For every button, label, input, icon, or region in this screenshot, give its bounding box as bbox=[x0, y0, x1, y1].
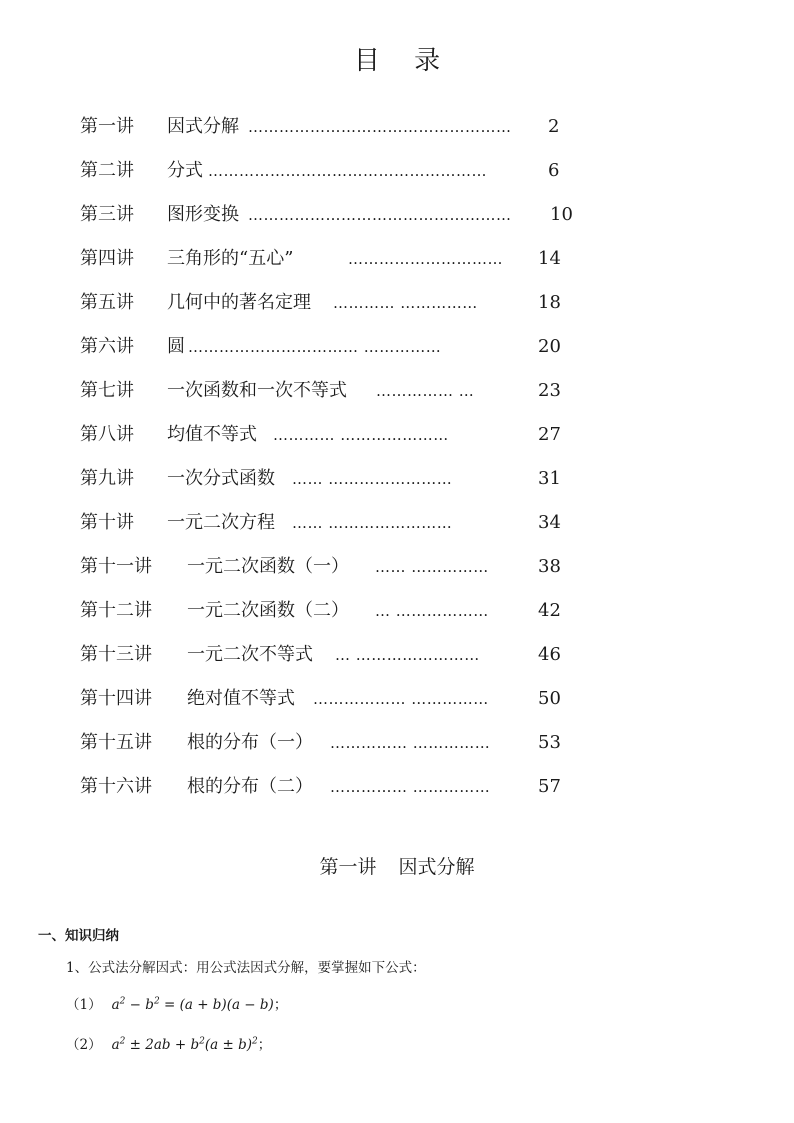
toc-page: 27 bbox=[538, 424, 561, 445]
toc-lecture: 第十一讲 bbox=[80, 556, 152, 577]
formula-exponent: 2 bbox=[119, 1036, 126, 1047]
formula-operator: − bbox=[125, 997, 146, 1013]
toc-topic: 一次分式函数 bbox=[167, 468, 275, 489]
toc-leader-dots: …………… …………… bbox=[330, 778, 491, 796]
toc-entry[interactable] bbox=[80, 508, 561, 538]
formula-operator: ± 2ab + bbox=[125, 1037, 191, 1053]
formula-expression bbox=[112, 997, 274, 1013]
toc-topic: 圆 bbox=[167, 336, 185, 357]
toc-leader-dots: … …………………… bbox=[335, 646, 480, 664]
toc-topic: 根的分布（二） bbox=[187, 776, 313, 797]
section-topic: 因式分解 bbox=[398, 856, 475, 878]
toc-leader-dots: …… …………………… bbox=[292, 514, 453, 532]
toc-entry[interactable] bbox=[80, 552, 561, 582]
toc-title bbox=[0, 40, 794, 77]
formula-exponent: 2 bbox=[199, 1036, 205, 1047]
toc-entry[interactable] bbox=[80, 596, 561, 626]
formula-number: （2） bbox=[66, 1037, 102, 1053]
toc-entry[interactable] bbox=[80, 464, 561, 494]
subheading-knowledge-summary: 一、知识归纳 bbox=[38, 928, 119, 944]
toc-entry[interactable] bbox=[80, 112, 560, 142]
toc-topic: 分式 bbox=[167, 160, 203, 181]
formula-line bbox=[66, 993, 287, 1013]
toc-lecture: 第五讲 bbox=[80, 292, 134, 313]
toc-page: 23 bbox=[538, 380, 561, 401]
toc-page: 50 bbox=[538, 688, 561, 709]
toc-leader-dots: … ……………… bbox=[375, 602, 489, 620]
toc-leader-dots: ………… ………………… bbox=[273, 426, 449, 444]
toc-topic: 一次函数和一次不等式 bbox=[167, 380, 347, 401]
toc-entry[interactable] bbox=[80, 640, 561, 670]
toc-leader-dots: …… …………… bbox=[375, 558, 489, 576]
formula-exponent: 2 bbox=[153, 996, 160, 1007]
toc-topic: 一元二次方程 bbox=[167, 512, 275, 533]
toc-lecture: 第八讲 bbox=[80, 424, 134, 445]
toc-entry[interactable] bbox=[80, 288, 561, 318]
toc-page: 31 bbox=[538, 468, 561, 489]
toc-topic: 三角形的“五心” bbox=[167, 248, 294, 269]
intro-paragraph: 1、公式法分解因式：用公式法因式分解，要掌握如下公式： bbox=[66, 960, 426, 976]
toc-leader-dots: …………… …………… bbox=[330, 734, 491, 752]
toc-lecture: 第四讲 bbox=[80, 248, 134, 269]
formula-line bbox=[66, 1033, 271, 1053]
toc-topic: 一元二次不等式 bbox=[187, 644, 313, 665]
toc-entry[interactable] bbox=[80, 200, 573, 230]
toc-topic: 一元二次函数（二） bbox=[187, 600, 349, 621]
toc-page: 10 bbox=[550, 204, 573, 225]
toc-topic: 绝对值不等式 bbox=[187, 688, 295, 709]
toc-page: 57 bbox=[538, 776, 561, 797]
formula-rhs: (a ± b) bbox=[204, 1037, 252, 1053]
toc-leader-dots: …………………………… …………… bbox=[188, 338, 442, 356]
formula-expression bbox=[112, 1037, 258, 1053]
toc-topic: 因式分解 bbox=[167, 116, 239, 137]
formula-exponent: 2 bbox=[251, 1036, 258, 1047]
toc-entry[interactable] bbox=[80, 728, 561, 758]
toc-lecture: 第六讲 bbox=[80, 336, 134, 357]
toc-page: 14 bbox=[538, 248, 561, 269]
toc-lecture: 第十二讲 bbox=[80, 600, 152, 621]
formula-number: （1） bbox=[66, 997, 102, 1013]
toc-topic: 根的分布（一） bbox=[187, 732, 313, 753]
formula-term: a bbox=[111, 997, 120, 1013]
toc-lecture: 第一讲 bbox=[80, 116, 134, 137]
formula-end: ； bbox=[273, 997, 288, 1013]
toc-page: 6 bbox=[548, 160, 560, 181]
toc-page: 18 bbox=[538, 292, 561, 313]
toc-title-char: 录 bbox=[414, 46, 441, 76]
formula-end: ； bbox=[257, 1037, 272, 1053]
toc-leader-dots: ………………………… bbox=[348, 250, 503, 268]
toc-leader-dots: ……………………………………………… bbox=[208, 162, 487, 180]
toc-topic: 几何中的著名定理 bbox=[167, 292, 311, 313]
formula-term: b bbox=[190, 1037, 200, 1053]
toc-leader-dots: ……………… …………… bbox=[313, 690, 489, 708]
formula-term: a bbox=[111, 1037, 120, 1053]
toc-topic: 图形变换 bbox=[167, 204, 239, 225]
toc-lecture: 第十五讲 bbox=[80, 732, 152, 753]
toc-lecture: 第十六讲 bbox=[80, 776, 152, 797]
toc-lecture: 第七讲 bbox=[80, 380, 134, 401]
formula-exponent: 2 bbox=[119, 996, 126, 1007]
toc-entry[interactable] bbox=[80, 332, 561, 362]
toc-leader-dots: ………… …………… bbox=[333, 294, 478, 312]
toc-lecture: 第二讲 bbox=[80, 160, 134, 181]
toc-lecture: 第九讲 bbox=[80, 468, 134, 489]
toc-entry[interactable] bbox=[80, 684, 561, 714]
toc-entry[interactable] bbox=[80, 156, 560, 186]
toc-entry[interactable] bbox=[80, 244, 561, 274]
toc-entry[interactable] bbox=[80, 376, 561, 406]
toc-topic: 均值不等式 bbox=[167, 424, 257, 445]
toc-title-char: 目 bbox=[353, 46, 380, 76]
toc-page: 53 bbox=[538, 732, 561, 753]
formula-rhs: = (a + b)(a − b) bbox=[159, 997, 274, 1013]
toc-leader-dots: …… …………………… bbox=[292, 470, 453, 488]
section-heading bbox=[0, 852, 794, 879]
toc-lecture: 第十讲 bbox=[80, 512, 134, 533]
toc-page: 38 bbox=[538, 556, 561, 577]
toc-topic: 一元二次函数（一） bbox=[187, 556, 349, 577]
toc-lecture: 第十四讲 bbox=[80, 688, 152, 709]
toc-leader-dots: …………………………………………… bbox=[248, 206, 512, 224]
toc-leader-dots: …………………………………………… bbox=[248, 118, 512, 136]
toc-page: 34 bbox=[538, 512, 561, 533]
section-lecture: 第一讲 bbox=[319, 856, 377, 878]
toc-entry[interactable] bbox=[80, 420, 561, 450]
toc-page: 2 bbox=[548, 116, 560, 137]
toc-entry[interactable] bbox=[80, 772, 561, 802]
toc-page: 20 bbox=[538, 336, 561, 357]
formula-term: b bbox=[145, 997, 154, 1013]
toc-page: 46 bbox=[538, 644, 561, 665]
toc-page: 42 bbox=[538, 600, 561, 621]
toc-lecture: 第十三讲 bbox=[80, 644, 152, 665]
toc-lecture: 第三讲 bbox=[80, 204, 134, 225]
toc-leader-dots: …………… … bbox=[376, 382, 475, 400]
